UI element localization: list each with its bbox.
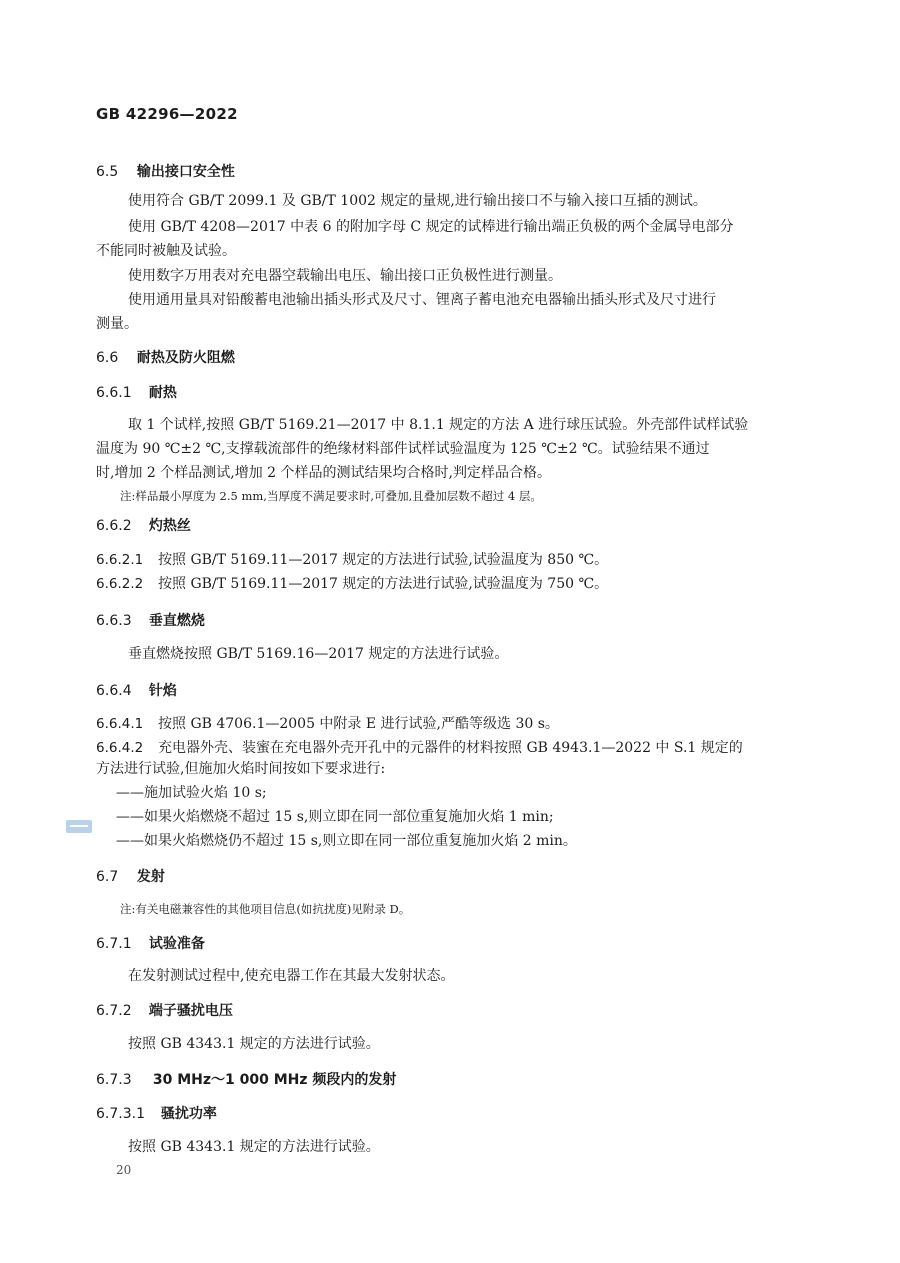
heading-number: 6.7 bbox=[96, 869, 119, 885]
paragraph: 使用符合 GB/T 2099.1 及 GB/T 1002 规定的量规,进行输出接口不与输入接口互插的测试。 bbox=[128, 193, 707, 209]
heading-6-7-1 bbox=[96, 933, 205, 953]
heading-number: 6.6.4 bbox=[96, 683, 132, 699]
heading-6-6-4 bbox=[96, 680, 177, 700]
heading-6-6-2 bbox=[96, 515, 191, 535]
paragraph: 使用通用量具对铅酸蓄电池输出插头形式及尺寸、锂离子蓄电池充电器输出插头形式及尺寸进行 bbox=[128, 292, 716, 308]
paragraph: 在发射测试过程中,使充电器工作在其最大发射状态。 bbox=[128, 968, 455, 984]
side-tab-marker bbox=[66, 820, 92, 833]
paragraph: 温度为 90 ℃±2 ℃,支撑载流部件的绝缘材料部件试样试验温度为 125 ℃±2 ℃。试验结果不通过 bbox=[96, 441, 710, 457]
item-number: 6.6.4.1 bbox=[96, 716, 144, 732]
item-number: 6.6.2.2 bbox=[96, 576, 144, 592]
paragraph: 方法进行试验,但施加火焰时间按如下要求进行: bbox=[96, 761, 386, 777]
heading-title: 试验准备 bbox=[148, 936, 205, 952]
item-text: 按照 GB 4706.1—2005 中附录 E 进行试验,严酷等级选 30 s。 bbox=[158, 716, 559, 732]
list-item bbox=[96, 713, 559, 733]
paragraph: 按照 GB 4343.1 规定的方法进行试验。 bbox=[128, 1139, 380, 1155]
heading-6-6 bbox=[96, 347, 235, 367]
heading-number: 6.7.1 bbox=[96, 936, 132, 952]
heading-title: 垂直燃烧 bbox=[148, 613, 205, 629]
heading-title: 骚扰功率 bbox=[160, 1106, 217, 1122]
page-number: 20 bbox=[116, 1163, 132, 1177]
paragraph: 时,增加 2 个样品测试,增加 2 个样品的测试结果均合格时,判定样品合格。 bbox=[96, 465, 551, 481]
heading-number: 6.7.3.1 bbox=[96, 1106, 145, 1122]
heading-6-7-2 bbox=[96, 1000, 233, 1020]
heading-6-7-3 bbox=[96, 1069, 396, 1089]
list-item bbox=[96, 573, 608, 593]
paragraph: 测量。 bbox=[96, 316, 138, 332]
heading-number: 6.5 bbox=[96, 164, 119, 180]
heading-6-7 bbox=[96, 866, 165, 886]
note: 注:有关电磁兼容性的其他项目信息(如抗扰度)见附录 D。 bbox=[120, 902, 411, 916]
heading-title: 输出接口安全性 bbox=[136, 164, 235, 180]
item-number: 6.6.4.2 bbox=[96, 740, 144, 756]
heading-6-6-3 bbox=[96, 610, 205, 630]
item-number: 6.6.2.1 bbox=[96, 552, 144, 568]
item-text: 按照 GB/T 5169.11—2017 规定的方法进行试验,试验温度为 750 ℃。 bbox=[158, 576, 609, 592]
dash-list-item: ——施加试验火焰 10 s; bbox=[116, 785, 267, 801]
paragraph: 使用 GB/T 4208—2017 中表 6 的附加字母 C 规定的试棒进行输出端正负极的两个金属导电部分 bbox=[128, 219, 734, 235]
list-item bbox=[96, 549, 608, 569]
heading-number: 6.6.3 bbox=[96, 613, 132, 629]
heading-title: 发射 bbox=[136, 869, 165, 885]
heading-title: 耐热及防火阻燃 bbox=[136, 350, 235, 366]
item-text: 充电器外壳、装蜜在充电器外壳开孔中的元器件的材料按照 GB 4943.1—2022 中 S.1 规定的 bbox=[158, 740, 743, 756]
heading-6-7-3-1 bbox=[96, 1103, 217, 1123]
heading-6-5 bbox=[96, 161, 235, 181]
heading-title: 针焰 bbox=[148, 683, 177, 699]
heading-title: 30 MHz～1 000 MHz 频段内的发射 bbox=[152, 1072, 397, 1088]
dash-list-item: ——如果火焰燃烧不超过 15 s,则立即在同一部位重复施加火焰 1 min; bbox=[116, 809, 554, 825]
item-text: 按照 GB/T 5169.11—2017 规定的方法进行试验,试验温度为 850 ℃。 bbox=[158, 552, 609, 568]
heading-number: 6.7.2 bbox=[96, 1003, 132, 1019]
paragraph: 使用数字万用表对充电器空载输出电压、输出接口正负极性进行测量。 bbox=[128, 268, 562, 284]
heading-number: 6.6.2 bbox=[96, 518, 132, 534]
dash-list-item: ——如果火焰燃烧仍不超过 15 s,则立即在同一部位重复施加火焰 2 min。 bbox=[116, 833, 577, 849]
heading-number: 6.7.3 bbox=[96, 1072, 132, 1088]
heading-6-6-1 bbox=[96, 382, 177, 402]
paragraph: 垂直燃烧按照 GB/T 5169.16—2017 规定的方法进行试验。 bbox=[128, 646, 509, 662]
paragraph: 取 1 个试样,按照 GB/T 5169.21—2017 中 8.1.1 规定的方法 A 进行球压试验。外壳部件试样试验 bbox=[128, 417, 749, 433]
note: 注:样品最小厚度为 2.5 mm,当厚度不满足要求时,可叠加,且叠加层数不超过 4 层。 bbox=[120, 489, 542, 503]
paragraph: 按照 GB 4343.1 规定的方法进行试验。 bbox=[128, 1036, 380, 1052]
heading-number: 6.6 bbox=[96, 350, 119, 366]
heading-number: 6.6.1 bbox=[96, 385, 132, 401]
standard-code: GB 42296—2022 bbox=[96, 105, 238, 123]
heading-title: 耐热 bbox=[148, 385, 177, 401]
heading-title: 灼热丝 bbox=[148, 518, 191, 534]
paragraph: 不能同时被触及试验。 bbox=[96, 243, 236, 259]
heading-title: 端子骚扰电压 bbox=[148, 1003, 233, 1019]
list-item bbox=[96, 737, 743, 757]
